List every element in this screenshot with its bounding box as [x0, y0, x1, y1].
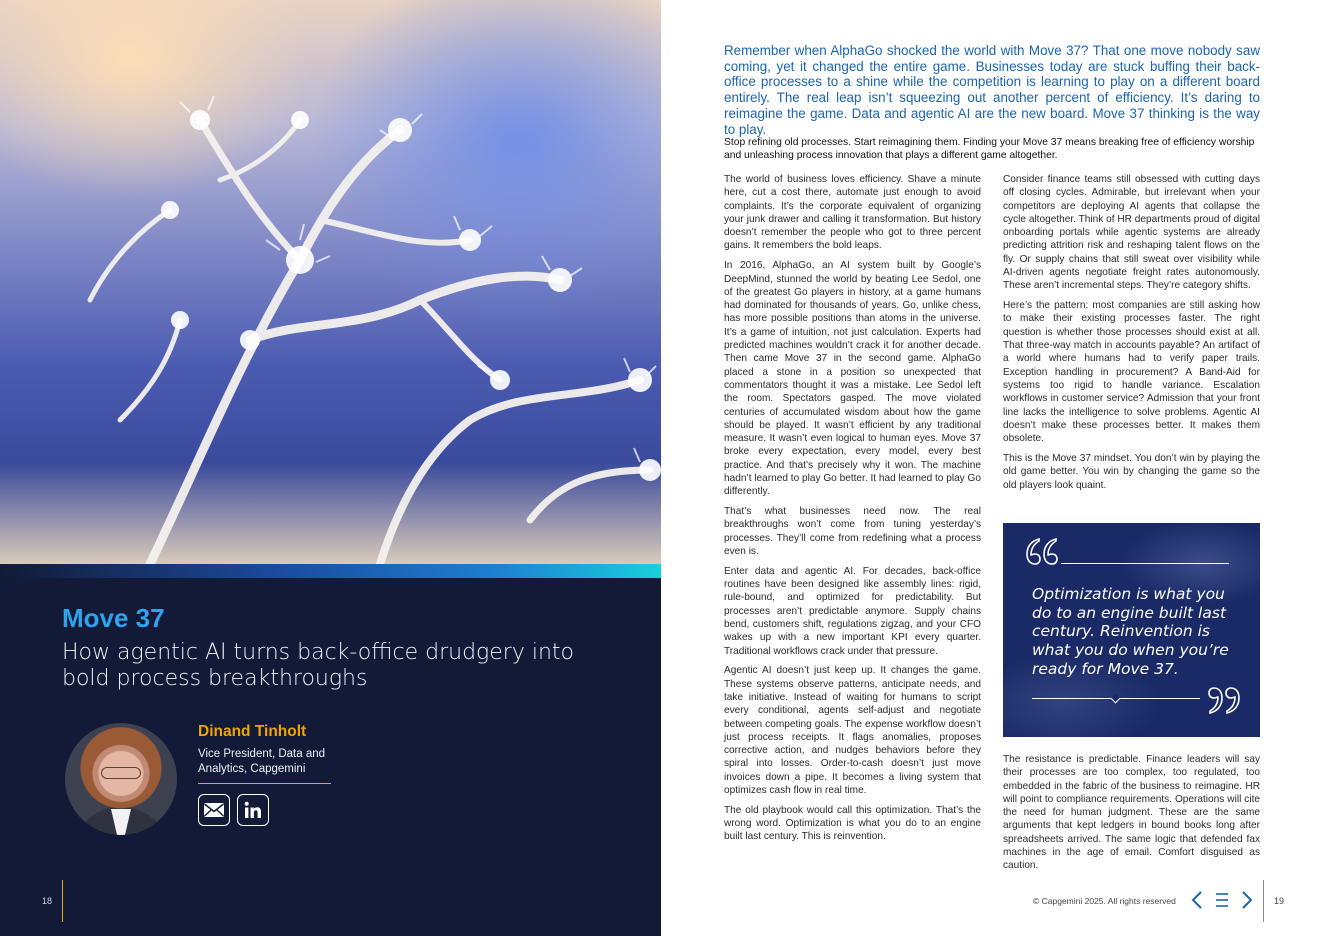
article-title: Move 37: [62, 603, 165, 633]
article-subtitle: How agentic AI turns back-office drudgery into bold process breakthroughs: [62, 640, 574, 691]
body-paragraph: This is the Move 37 mindset. You don’t win by playing the old game better. You win by changing the game so the old players look quaint.: [1003, 452, 1260, 491]
chevron-left-icon[interactable]: [1188, 889, 1206, 911]
page-number-divider-right: [1263, 880, 1264, 922]
body-paragraph: The old playbook would call this optimization. That’s the wrong word. Optimization is what you do to an engine built last century. This is reinvention.: [724, 804, 981, 843]
pull-quote-box: [1003, 523, 1260, 737]
body-paragraph: Consider finance teams still obsessed with cutting days off closing cycles. Admirable, but irrelevant when your competitors are deploying AI agents that collapse the cycle altogether. Think of HR departments proud of digital onboarding portals while agentic systems are already predicting attrition risk and reshaping talent flows on the fly. Or supply chains that still sweat over visibility while AI-driven agents negotiate freight rates autonomously. These aren’t incremental steps. They’re category shifts.: [1003, 174, 1260, 292]
page-number-divider-left: [62, 880, 63, 922]
copyright-notice: © Capgemini 2025. All rights reserved: [1033, 896, 1176, 906]
lead-paragraph: Remember when AlphaGo shocked the world with Move 37? That one move nobody saw coming, yet it changed the entire game. Businesses today are stuck buffing their back-office processes to a shine while the competition is learning to play on a different board entirely. The real leap isn’t squeezing out another percent of efficiency. It’s daring to reimagine the game. Data and agentic AI are the new board. Move 37 thinking is the way to play.: [724, 43, 1260, 137]
standfirst: Stop refining old processes. Start reimagining them. Finding your Move 37 means breaking free of efficiency worship and unleashing process innovation that plays a different game altogether.: [724, 137, 1255, 161]
body-paragraph: That’s what businesses need now. The real breakthroughs won’t come from tuning yesterday’s processes. They’ll come from redefining what a process even is.: [724, 506, 981, 558]
menu-icon[interactable]: [1213, 889, 1231, 911]
chevron-right-icon[interactable]: [1238, 889, 1256, 911]
close-quote-icon: [1207, 685, 1241, 715]
body-paragraph: Here’s the pattern: most companies are still asking how to make their existing processes faster. The right question is whether those processes should exist at all. That three-way match in accounts payable? An artifact of a world where humans had to verify paper trails. Exception handling in procurement? A Band-Aid for systems too rigid to handle variance. Escalation workflows in customer service? Admission that your front line lacks the intelligence to solve problems. Agentic AI doesn’t make these processes better. It makes them obsolete.: [1003, 300, 1260, 445]
quote-divider-top: [1061, 563, 1229, 564]
author-divider: [198, 783, 331, 784]
author-name: Dinand Tinholt: [198, 723, 307, 740]
hero-image: [0, 0, 661, 564]
mail-icon[interactable]: [198, 794, 230, 826]
body-paragraph: Agentic AI doesn’t just keep up. It changes the game. These systems observe patterns, anticipate needs, and take initiative. Instead of waiting for humans to script every conditional, agents self-adjust and negotiate between competing goals. The expense workflow doesn’t just process receipts. It flags anomalies, proposes corrective action, and nudges behaviors before they spiral into losses. Order-to-cash doesn’t just move invoices down a pipe. It becomes a living system that optimizes cash flow in real time.: [724, 665, 981, 797]
author-avatar: [65, 723, 177, 835]
open-quote-icon: [1025, 537, 1059, 567]
page-number-left: 18: [42, 896, 53, 906]
pull-quote-text: Optimization is what you do to an engine built last century. Reinvention is what you do when you’re ready for Move 37.: [1032, 585, 1229, 678]
body-column-1: [724, 173, 981, 850]
body-paragraph: The world of business loves efficiency. Shave a minute here, cut a cost there, automate just enough to avoid complaints. It’s the corporate equivalent of organizing your junk drawer and calling it transformation. But history doesn’t remember the people who got to three percent gains. It remembers the bold leaps.: [724, 174, 981, 252]
body-column-3: [1003, 753, 1260, 879]
frost-branches-illustration: [0, 0, 661, 564]
page-number-right: 19: [1274, 896, 1285, 906]
left-page: [0, 0, 661, 936]
body-paragraph: Enter data and agentic AI. For decades, back-office routines have been designed like assembly lines: rigid, rule-bound, and optimized for predictability. But processes aren’t predictable anymore. Supply chains bend, customers shift, regulations zigzag, and your CFO wakes up with a new important KPI every quarter. Traditional workflows crack under that pressure.: [724, 565, 981, 657]
quote-divider-bottom: [1032, 698, 1200, 699]
author-role: Vice President, Data and Analytics, Capgemini: [198, 748, 326, 775]
body-paragraph: The resistance is predictable. Finance leaders will say their processes are too complex, too regulated, too embedded in the fabric of the business to reimagine. HR will point to compliance requirements. Operations will cite the need for human judgment. These are the same arguments that kept ledgers in bound books long after spreadsheets arrived. The same logic that defended fax machines in the age of email. Comfort disguised as caution.: [1003, 754, 1260, 872]
gradient-band: [0, 564, 661, 578]
body-paragraph: In 2016, AlphaGo, an AI system built by Google’s DeepMind, stunned the world by beating Lee Sedol, one of the greatest Go players in history, at a game humans had dominated for thousands of years. Go, unlike chess, has more possible positions than atoms in the universe. It’s a game of intuition, not just calculation. Experts had predicted machines wouldn’t crack it for another decade. Then came Move 37 in the second game. AlphaGo placed a stone in a position so unexpected that commentators thought it was a mistake. Lee Sedol left the room. Spectators gasped. The move violated centuries of accumulated wisdom about how the game should be played. It wasn’t efficient by any traditional measure. It wasn’t even logical to human eyes. Move 37 broke every expectation, every model, every best practice. And that’s precisely why it won. The machine hadn’t learned to play Go better. It had learned to play Go differently.: [724, 260, 982, 498]
linkedin-icon[interactable]: [237, 794, 269, 826]
body-column-2: [1003, 173, 1260, 498]
